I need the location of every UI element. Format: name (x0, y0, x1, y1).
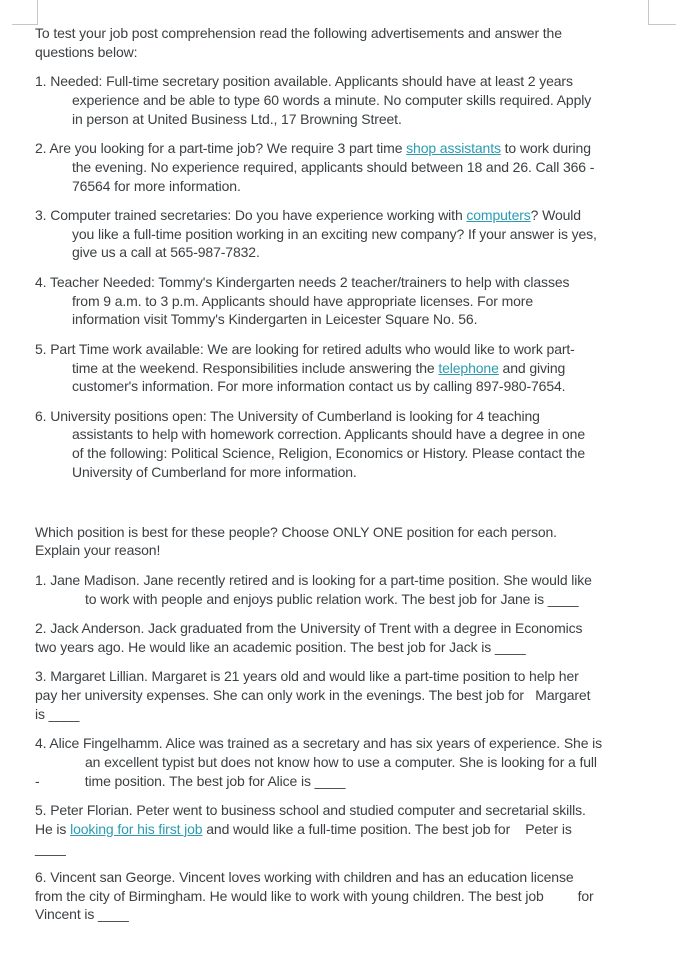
text-line (35, 820, 681, 839)
text-line (35, 110, 681, 129)
text-line (35, 705, 681, 724)
inline-link[interactable]: telephone (438, 359, 499, 376)
text-line (35, 444, 681, 463)
text-segment: from 9 a.m. to 3 p.m. Applicants should have appropriate licenses. For more (72, 292, 534, 309)
text-line (35, 139, 681, 158)
text-line (35, 340, 681, 359)
advertisement-1 (35, 72, 681, 128)
advertisement-4 (35, 273, 681, 329)
text-line (35, 541, 681, 560)
text-line (35, 292, 681, 311)
advertisement-5 (35, 340, 681, 396)
person-4-alice (35, 734, 681, 790)
text-segment: 4. Alice Fingelhamm. Alice was trained as a secretary and has six years of experience. She is (35, 735, 603, 752)
text-line (35, 377, 681, 396)
text-segment: questions below: (35, 43, 138, 60)
text-line (35, 571, 681, 590)
text-segment: 6. Vincent san George. Vincent loves working with children and has an education license (35, 869, 574, 886)
text-segment: of the following: Political Science, Religion, Economics or History. Please contact the (72, 445, 585, 462)
text-segment: ? Would (530, 207, 581, 224)
text-line (35, 206, 681, 225)
text-line (35, 801, 681, 820)
text-line (35, 91, 681, 110)
text-segment: and giving (498, 359, 566, 376)
text-line (35, 225, 681, 244)
text-segment: Which position is best for these people? Choose ONLY ONE position for each person. (35, 523, 557, 540)
text-segment: University of Cumberland for more information. (72, 463, 357, 480)
text-segment: 5. Part Time work available: We are looking for retired adults who would like to work part- (35, 340, 575, 357)
person-3-margaret (35, 667, 681, 723)
text-line (35, 734, 681, 753)
inline-link[interactable]: looking for his first job (70, 820, 203, 837)
text-segment: two years ago. He would like an academic position. The best job for Jack is ____ (35, 638, 526, 655)
text-segment: customer's information. For more information contact us by calling 897-980-7654. (72, 378, 566, 395)
text-segment: pay her university expenses. She can only work in the evenings. The best job for Margaret (35, 687, 591, 704)
text-segment: an excellent typist but does not know how to use a computer. She is looking for a full (85, 753, 597, 770)
person-2-jack (35, 619, 681, 656)
text-segment: is ____ (35, 705, 80, 722)
page-corner-mark-left (12, 0, 38, 25)
text-segment: 3. Margaret Lillian. Margaret is 21 years old and would like a part-time position to help her (35, 668, 579, 685)
text-segment: to work during (500, 140, 591, 157)
text-segment: Explain your reason! (35, 542, 161, 559)
text-segment: experience and be able to type 60 words a minute. No computer skills required. Apply (72, 91, 592, 108)
text-line (35, 686, 681, 705)
person-1-jane (35, 571, 681, 608)
document-body (35, 24, 681, 935)
text-line (35, 667, 681, 686)
text-line (35, 72, 681, 91)
text-segment: 4. Teacher Needed: Tommy's Kindergarten needs 2 teacher/trainers to help with classes (35, 273, 570, 290)
text-line (35, 868, 681, 887)
text-line (35, 772, 681, 791)
advertisement-3 (35, 206, 681, 262)
text-segment: the evening. No experience required, applicants should between 18 and 26. Call 366 - (72, 158, 595, 175)
person-5-peter (35, 801, 681, 857)
text-segment: 1. Jane Madison. Jane recently retired and is looking for a part-time position. She would like (35, 571, 592, 588)
text-line (35, 523, 681, 542)
text-segment: give us a call at 565-987-7832. (72, 244, 260, 261)
text-line (35, 887, 681, 906)
text-segment: you like a full-time position working in an exciting new company? If your answer is yes, (72, 225, 597, 242)
text-segment: He is (35, 820, 71, 837)
text-line (35, 24, 681, 43)
text-segment: 5. Peter Florian. Peter went to business school and studied computer and secretarial skills. (35, 802, 586, 819)
text-segment: and would like a full-time position. The best job for Peter is (202, 820, 572, 837)
text-line (35, 359, 681, 378)
text-line (35, 753, 681, 772)
advertisement-2 (35, 139, 681, 195)
text-segment: ____ (35, 839, 66, 856)
text-line (35, 43, 681, 62)
text-line (35, 463, 681, 482)
text-line (35, 177, 681, 196)
text-line (35, 243, 681, 262)
text-line (35, 273, 681, 292)
text-segment: from the city of Birmingham. He would like to work with young children. The best job for (35, 887, 594, 904)
text-segment: information visit Tommy's Kindergarten in Leicester Square No. 56. (72, 311, 478, 328)
text-segment: in person at United Business Ltd., 17 Browning Street. (72, 110, 402, 127)
text-segment: To test your job post comprehension read the following advertisements and answer the (35, 25, 562, 41)
text-segment: 1. Needed: Full-time secretary position available. Applicants should have at least 2 years (35, 73, 573, 90)
question-paragraph (35, 523, 681, 560)
text-line (35, 619, 681, 638)
text-line (35, 310, 681, 329)
inline-link[interactable]: computers (466, 207, 531, 224)
text-segment: - time position. The best job for Alice is ____ (35, 772, 346, 789)
text-line (35, 638, 681, 657)
text-line (35, 905, 681, 924)
inline-link[interactable]: shop assistants (406, 140, 501, 157)
page-corner-mark-right (648, 0, 676, 25)
text-line (35, 425, 681, 444)
text-segment: Vincent is ____ (35, 906, 129, 923)
text-line (35, 407, 681, 426)
text-segment: 76564 for more information. (72, 177, 241, 194)
text-line (35, 158, 681, 177)
intro-paragraph (35, 24, 681, 61)
text-line (35, 590, 681, 609)
advertisement-6 (35, 407, 681, 482)
text-line (35, 839, 681, 858)
text-segment: time at the weekend. Responsibilities include answering the (72, 359, 439, 376)
text-segment: to work with people and enjoys public relation work. The best job for Jane is ____ (85, 590, 579, 607)
text-segment: 3. Computer trained secretaries: Do you have experience working with (35, 207, 467, 224)
text-segment: 6. University positions open: The University of Cumberland is looking for 4 teaching (35, 407, 540, 424)
text-segment: assistants to help with homework correction. Applicants should have a degree in one (72, 426, 586, 443)
text-segment: 2. Are you looking for a part-time job? We require 3 part time (35, 140, 407, 157)
text-segment: 2. Jack Anderson. Jack graduated from the University of Trent with a degree in Economics (35, 620, 583, 637)
person-6-vincent (35, 868, 681, 924)
